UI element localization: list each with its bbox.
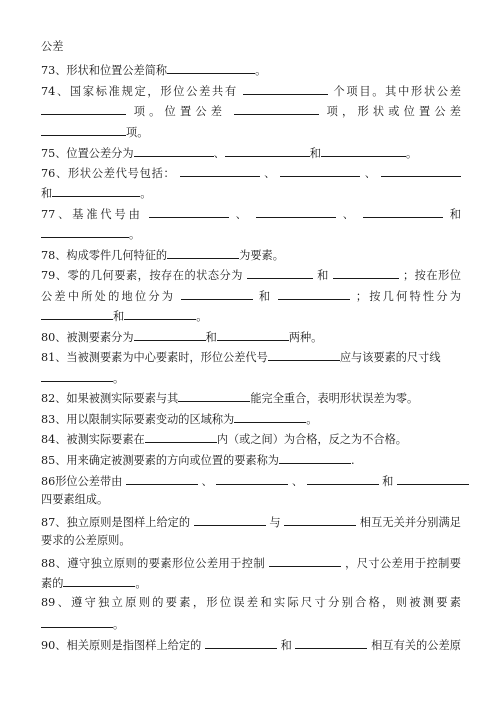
question-86-line-2: 四要素组成。 [41, 493, 109, 506]
question-78: 78、构成零件几何特征的 为要素。 [41, 249, 284, 262]
answer-blank[interactable] [41, 616, 113, 628]
question-86-line-1: 86形位公差带由 、 、 和 [41, 473, 461, 489]
question-74-line-1: 74、国家标准规定，形位公差共有 个项目。其中形状公差 [41, 85, 461, 98]
question-79-line-3: 和 。 [41, 308, 461, 324]
answer-blank[interactable] [41, 370, 113, 382]
answer-blank[interactable] [321, 145, 406, 157]
answer-blank[interactable] [167, 247, 239, 259]
answer-blank[interactable] [216, 473, 288, 485]
question-90: 90、相关原则是指图样上给定的 和 相互有关的公差原 [41, 639, 461, 652]
answer-blank[interactable] [167, 62, 255, 74]
answer-blank[interactable] [247, 267, 313, 279]
answer-blank[interactable] [63, 575, 135, 587]
question-73: 73、形状和位置公差简称 。 [41, 64, 267, 77]
question-79-line-2: 公差中所处的地位分为 和 ；按几何特性分为 [41, 290, 461, 303]
answer-blank[interactable] [41, 226, 129, 238]
question-81-line-1: 81、当被测要素为中心要素时，形位公差代号 应与该要素的尺寸线 [41, 351, 441, 364]
question-76-line-2: 和 。 [41, 187, 152, 200]
question-77-line-2: 。 [41, 226, 461, 242]
answer-blank[interactable] [52, 185, 140, 197]
answer-blank[interactable] [194, 514, 266, 526]
question-88-line-2: 素的 。 [41, 577, 147, 590]
question-76-line-1: 76、形状公差代号包括： 、 、 [41, 165, 461, 181]
question-84: 84、被测实际要素在 内（或之间）为合格，反之为不合格。 [41, 433, 407, 446]
question-89-line-2: 。 [41, 616, 461, 632]
question-77-line-1: 77、基准代号由 、 、 和 [41, 208, 461, 221]
answer-blank[interactable] [381, 165, 461, 177]
question-79-line-1: 79、零的几何要素，按存在的状态分为 和 ；按在形位 [41, 269, 461, 282]
answer-blank[interactable] [124, 308, 196, 320]
answer-blank[interactable] [256, 206, 336, 218]
answer-blank[interactable] [145, 431, 217, 443]
answer-blank[interactable] [134, 329, 206, 341]
answer-blank[interactable] [363, 206, 443, 218]
answer-blank[interactable] [234, 103, 319, 115]
question-74-line-2: 项。位置公差 项，形状或位置公差 [41, 103, 461, 119]
answer-blank[interactable] [284, 514, 356, 526]
answer-blank[interactable] [181, 288, 253, 300]
question-83: 83、用以限制实际要素变动的区域称为 。 [41, 413, 318, 426]
answer-blank[interactable] [217, 329, 289, 341]
answer-blank[interactable] [295, 637, 367, 649]
answer-blank[interactable] [278, 288, 350, 300]
question-85: 85、用来确定被测要素的方向或位置的要素称为 . [41, 454, 355, 467]
question-89-line-1: 89、遵守独立原则的要素，形位误差和实际尺寸分别合格，则被测要素 [41, 596, 461, 609]
question-75: 75、位置公差分为 、 和 。 [41, 147, 418, 160]
answer-blank[interactable] [243, 83, 328, 95]
question-88-line-1: 88、遵守独立原则的要素形位公差用于控制 ，尺寸公差用于控制要 [41, 557, 461, 570]
answer-blank[interactable] [307, 473, 379, 485]
answer-blank[interactable] [180, 165, 260, 177]
question-82: 82、如果被测实际要素与其 能完全重合，表明形状误差为零。 [41, 392, 419, 405]
question-81-line-2: 。 [41, 370, 461, 386]
answer-blank[interactable] [234, 411, 306, 423]
answer-blank[interactable] [205, 637, 277, 649]
question-87-line-2: 要求的公差原则。 [41, 534, 131, 547]
section-heading: 公差 [41, 40, 64, 53]
question-74-line-3: 项。 [41, 124, 461, 140]
answer-blank[interactable] [126, 473, 198, 485]
answer-blank[interactable] [397, 473, 469, 485]
answer-blank[interactable] [268, 349, 340, 361]
question-80: 80、被测要素分为 和 两种。 [41, 331, 323, 344]
question-87-line-1: 87、独立原则是图样上给定的 与 相互无关并分别满足 [41, 516, 461, 529]
answer-blank[interactable] [149, 206, 229, 218]
answer-blank[interactable] [41, 308, 113, 320]
answer-blank[interactable] [41, 124, 126, 136]
answer-blank[interactable] [178, 390, 250, 402]
answer-blank[interactable] [279, 452, 351, 464]
answer-blank[interactable] [269, 555, 341, 567]
answer-blank[interactable] [280, 165, 360, 177]
answer-blank[interactable] [333, 267, 399, 279]
answer-blank[interactable] [41, 103, 126, 115]
answer-blank[interactable] [134, 145, 214, 157]
answer-blank[interactable] [225, 145, 310, 157]
